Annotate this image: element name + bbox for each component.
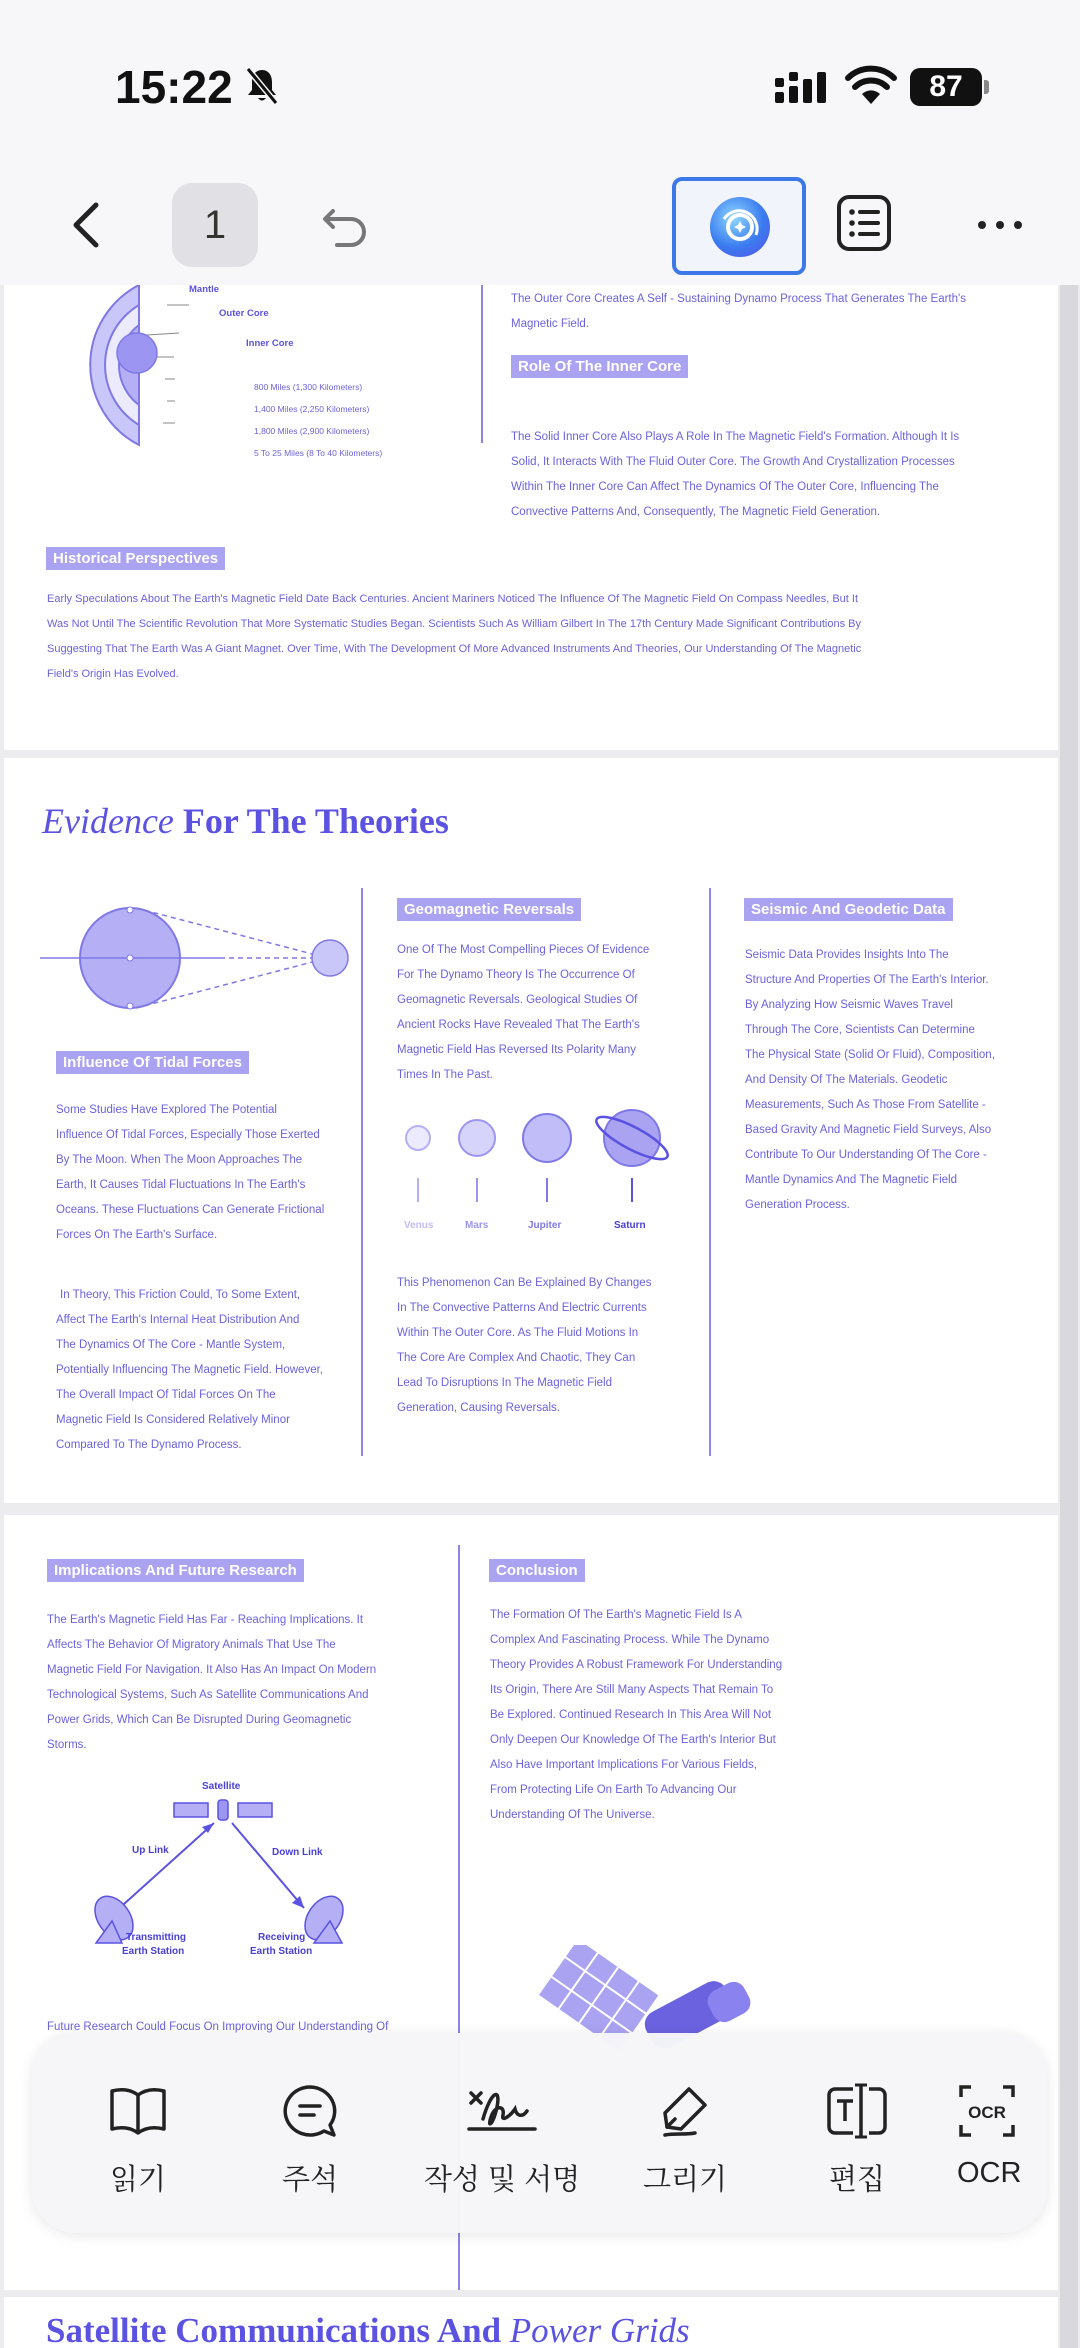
battery-indicator: 87 xyxy=(910,68,982,106)
tool-annotate[interactable] xyxy=(240,2083,380,2198)
tool-label: 주석 xyxy=(281,2164,339,2196)
seismic-text-line: Seismic Data Provides Insights Into The xyxy=(745,949,949,961)
planets-diagram xyxy=(399,1106,689,1216)
tidal-text-line: Potentially Influencing The Magnetic Field. However, xyxy=(56,1364,323,1376)
earth-label-outer-core: Outer Core xyxy=(219,308,269,319)
role-inner-text-line: Solid, It Interacts With The Fluid Outer Core. The Growth And Crystallization Processes xyxy=(511,456,955,468)
section-title-seismic: Seismic And Geodetic Data xyxy=(744,898,953,921)
tidal-text-line: In Theory, This Friction Could, To Some Extent, xyxy=(60,1289,301,1301)
future-research-text-line: Future Research Could Focus On Improving Our Understanding Of xyxy=(47,2021,389,2033)
conclusion-text-line: Understanding Of The Universe. xyxy=(490,1809,655,1821)
wifi-icon xyxy=(845,64,897,106)
geo-text-line: For The Dynamo Theory Is The Occurrence Of xyxy=(397,969,635,981)
conclusion-text-line: Its Origin, There Are Still Many Aspects That Remain To xyxy=(490,1684,774,1696)
tidal-text-line: The Overall Impact Of Tidal Forces On The xyxy=(56,1389,276,1401)
seismic-text-line: Based Gravity And Magnetic Field Surveys, Also xyxy=(745,1124,992,1136)
more-options-icon[interactable] xyxy=(970,195,1030,255)
seismic-text-line: Structure And Properties Of The Earth's Interior. xyxy=(745,974,989,986)
role-inner-text-line: Convective Patterns And, Consequently, The Magnetic Field Generation. xyxy=(511,506,881,518)
tool-draw[interactable] xyxy=(615,2083,755,2198)
page-number-button[interactable]: 1 xyxy=(172,183,258,267)
conclusion-text-line: Theory Provides A Robust Framework For Understanding xyxy=(490,1659,783,1671)
tidal-text-line: Oceans. These Fluctuations Can Generate Frictional xyxy=(56,1204,325,1216)
role-inner-text-line: Within The Inner Core Can Affect The Dynamics Of The Outer Core, Influencing The xyxy=(511,481,939,493)
signature-icon xyxy=(465,2083,539,2139)
receive-station-label: Receiving xyxy=(258,1932,306,1943)
heading-italic: Evidence xyxy=(42,801,174,841)
tool-read[interactable] xyxy=(68,2083,208,2198)
geo-text-line: Geomagnetic Reversals. Geological Studies Of xyxy=(397,994,638,1006)
tool-label: 그리기 xyxy=(642,2164,728,2196)
receive-station-label: Earth Station xyxy=(250,1946,313,1957)
status-bar xyxy=(0,0,1080,175)
transmit-station-label: Transmitting xyxy=(126,1932,187,1943)
heading-bold: Satellite Communications And xyxy=(46,2311,502,2348)
earth-label-inner-core: Inner Core xyxy=(246,338,294,349)
column-divider xyxy=(709,888,711,1456)
section-title-historical: Historical Perspectives xyxy=(46,547,225,570)
planet-label: Saturn xyxy=(614,1220,646,1231)
geo-text-line: Lead To Disruptions In The Magnetic Field xyxy=(397,1377,613,1389)
satellite-link-diagram xyxy=(74,1793,374,1963)
seismic-text-line: Generation Process. xyxy=(745,1199,850,1211)
geo-text-line: Within The Outer Core. As The Fluid Motions In xyxy=(397,1327,639,1339)
conclusion-text-line: The Formation Of The Earth's Magnetic Field Is A xyxy=(490,1609,742,1621)
earth-depth-3: 1,800 Miles (2,900 Kilometers) xyxy=(254,426,370,436)
top-toolbar xyxy=(0,175,1080,285)
tidal-text-line: Affect The Earth's Internal Heat Distribution And xyxy=(56,1314,300,1326)
conclusion-text-line: Be Explored. Continued Research In This Area Will Not xyxy=(490,1709,772,1721)
outline-list-icon[interactable] xyxy=(835,193,893,253)
pdf-page-2 xyxy=(4,758,1058,1503)
svg-text:OCR: OCR xyxy=(968,2103,1006,2122)
tidal-text-line: Compared To The Dynamo Process. xyxy=(56,1439,242,1451)
geo-text-line: The Core Are Complex And Chaotic, They Can xyxy=(397,1352,636,1364)
tool-edit[interactable] xyxy=(787,2083,927,2198)
geo-text-line: One Of The Most Compelling Pieces Of Evidence xyxy=(397,944,650,956)
tool-fill-sign[interactable] xyxy=(412,2083,592,2198)
seismic-text-line: Contribute To Our Understanding Of The Core - xyxy=(745,1149,987,1161)
tool-label: 작성 및 서명 xyxy=(423,2164,581,2196)
downlink-label: Down Link xyxy=(272,1847,323,1858)
heading-italic: Power Grids xyxy=(509,2311,690,2348)
geo-text-line: In The Convective Patterns And Electric Currents xyxy=(397,1302,647,1314)
historical-text-line: Was Not Until The Scientific Revolution That More Systematic Studies Began. Scientists Such As William Gilbert In The 17th Century Made Significant Contributions By xyxy=(47,618,861,630)
tidal-text-line: By The Moon. When The Moon Approaches The xyxy=(56,1154,303,1166)
uplink-label: Up Link xyxy=(132,1845,169,1856)
outer-core-text-line: Magnetic Field. xyxy=(511,318,589,330)
tool-label: 편집 xyxy=(828,2164,886,2196)
tidal-text-line: Influence Of Tidal Forces, Especially Those Exerted xyxy=(56,1129,320,1141)
tidal-text-line: Some Studies Have Explored The Potential xyxy=(56,1104,277,1116)
edit-text-icon xyxy=(825,2083,889,2139)
column-divider xyxy=(481,285,483,443)
seismic-text-line: Measurements, Such As Those From Satellite - xyxy=(745,1099,986,1111)
undo-icon[interactable] xyxy=(315,195,375,255)
page-heading xyxy=(42,800,449,842)
seismic-text-line: The Physical State (Solid Or Fluid), Composition, xyxy=(745,1049,995,1061)
tidal-text-line: Earth, It Causes Tidal Fluctuations In The Earth's xyxy=(56,1179,306,1191)
role-inner-text-line: The Solid Inner Core Also Plays A Role In The Magnetic Field's Formation. Although It Is xyxy=(511,431,960,443)
pdf-page-1 xyxy=(4,285,1058,750)
implications-text-line: Affects The Behavior Of Migratory Animals That Use The xyxy=(47,1639,336,1651)
implications-text-line: The Earth's Magnetic Field Has Far - Reaching Implications. It xyxy=(47,1614,364,1626)
section-title-tidal: Influence Of Tidal Forces xyxy=(56,1051,249,1074)
tidal-text-line: The Dynamics Of The Core - Mantle System, xyxy=(56,1339,286,1351)
planet-label: Venus xyxy=(404,1220,434,1231)
book-icon xyxy=(108,2083,168,2139)
bell-muted-icon xyxy=(245,66,279,106)
historical-text-line: Early Speculations About The Earth's Magnetic Field Date Back Centuries. Ancient Mariners Noticed The Influence Of The Magnetic Field On Compass Needles, But It xyxy=(47,593,859,605)
earth-depth-4: 5 To 25 Miles (8 To 40 Kilometers) xyxy=(254,448,383,458)
back-arrow-icon[interactable] xyxy=(60,195,120,255)
seismic-text-line: Through The Core, Scientists Can Determine xyxy=(745,1024,975,1036)
tool-ocr[interactable] xyxy=(957,2083,1047,2190)
tool-label: 읽기 xyxy=(109,2164,167,2196)
geo-text-line: This Phenomenon Can Be Explained By Changes xyxy=(397,1277,652,1289)
geo-text-line: Times In The Past. xyxy=(397,1069,493,1081)
ai-assistant-button[interactable] xyxy=(672,177,806,275)
tidal-forces-diagram xyxy=(40,878,360,1038)
section-title-implications: Implications And Future Research xyxy=(47,1559,304,1582)
geo-text-line: Ancient Rocks Have Revealed That The Earth's xyxy=(397,1019,640,1031)
seismic-text-line: And Density Of The Materials. Geodetic xyxy=(745,1074,948,1086)
heading-bold: For The Theories xyxy=(182,801,449,841)
column-divider xyxy=(361,888,363,1456)
implications-text-line: Technological Systems, Such As Satellite Communications And xyxy=(47,1689,369,1701)
seismic-text-line: By Analyzing How Seismic Waves Travel xyxy=(745,999,953,1011)
ai-assistant-icon xyxy=(710,197,770,257)
section-title-geomagnetic: Geomagnetic Reversals xyxy=(397,898,581,921)
planet-label: Mars xyxy=(465,1220,489,1231)
planet-label: Jupiter xyxy=(528,1220,562,1231)
earth-label-mantle: Mantle xyxy=(189,285,220,295)
historical-text-line: Field's Origin Has Evolved. xyxy=(47,668,179,680)
section-title-role-inner-core: Role Of The Inner Core xyxy=(511,355,688,378)
implications-text-line: Magnetic Field For Navigation. It Also Has An Impact On Modern xyxy=(47,1664,377,1676)
outer-core-text-line: The Outer Core Creates A Self - Sustaining Dynamo Process That Generates The Earth's xyxy=(511,293,966,305)
tidal-text-line: Magnetic Field Is Considered Relatively Minor xyxy=(56,1414,290,1426)
pen-icon xyxy=(655,2083,715,2139)
tool-label: OCR xyxy=(957,2157,1022,2189)
conclusion-text-line: From Protecting Life On Earth To Advancing Our xyxy=(490,1784,737,1796)
ocr-icon xyxy=(957,2083,1017,2139)
conclusion-text-line: Only Deepen Our Knowledge Of The Earth's Interior But xyxy=(490,1734,776,1746)
conclusion-text-line: Also Have Important Implications For Various Fields, xyxy=(490,1759,757,1771)
historical-text-line: Suggesting That The Earth Was A Giant Magnet. Over Time, With The Development Of More Advanced Instruments And Theories, Our Understanding Of The Magnetic xyxy=(47,643,862,655)
seismic-text-line: Mantle Dynamics And The Magnetic Field xyxy=(745,1174,957,1186)
transmit-station-label: Earth Station xyxy=(122,1946,185,1957)
section-title-conclusion: Conclusion xyxy=(489,1559,585,1582)
bottom-tools-bar xyxy=(32,2033,1047,2233)
page-heading xyxy=(46,2311,690,2348)
implications-text-line: Storms. xyxy=(47,1739,87,1751)
conclusion-text-line: Complex And Fascinating Process. While The Dynamo xyxy=(490,1634,770,1646)
implications-text-line: Power Grids, Which Can Be Disrupted During Geomagnetic xyxy=(47,1714,352,1726)
status-time: 15:22 xyxy=(115,61,233,113)
satellite-label: Satellite xyxy=(202,1781,241,1792)
scrollbar-track[interactable] xyxy=(1060,285,1078,2348)
geo-text-line: Generation, Causing Reversals. xyxy=(397,1402,560,1414)
earth-depth-2: 1,400 Miles (2,250 Kilometers) xyxy=(254,404,370,414)
pdf-page-4 xyxy=(4,2297,1058,2348)
geo-text-line: Magnetic Field Has Reversed Its Polarity Many xyxy=(397,1044,637,1056)
comment-icon xyxy=(280,2083,340,2139)
tidal-text-line: Forces On The Earth's Surface. xyxy=(56,1229,218,1241)
earth-depth-1: 800 Miles (1,300 Kilometers) xyxy=(254,382,363,392)
cellular-signal-icon xyxy=(775,72,831,106)
